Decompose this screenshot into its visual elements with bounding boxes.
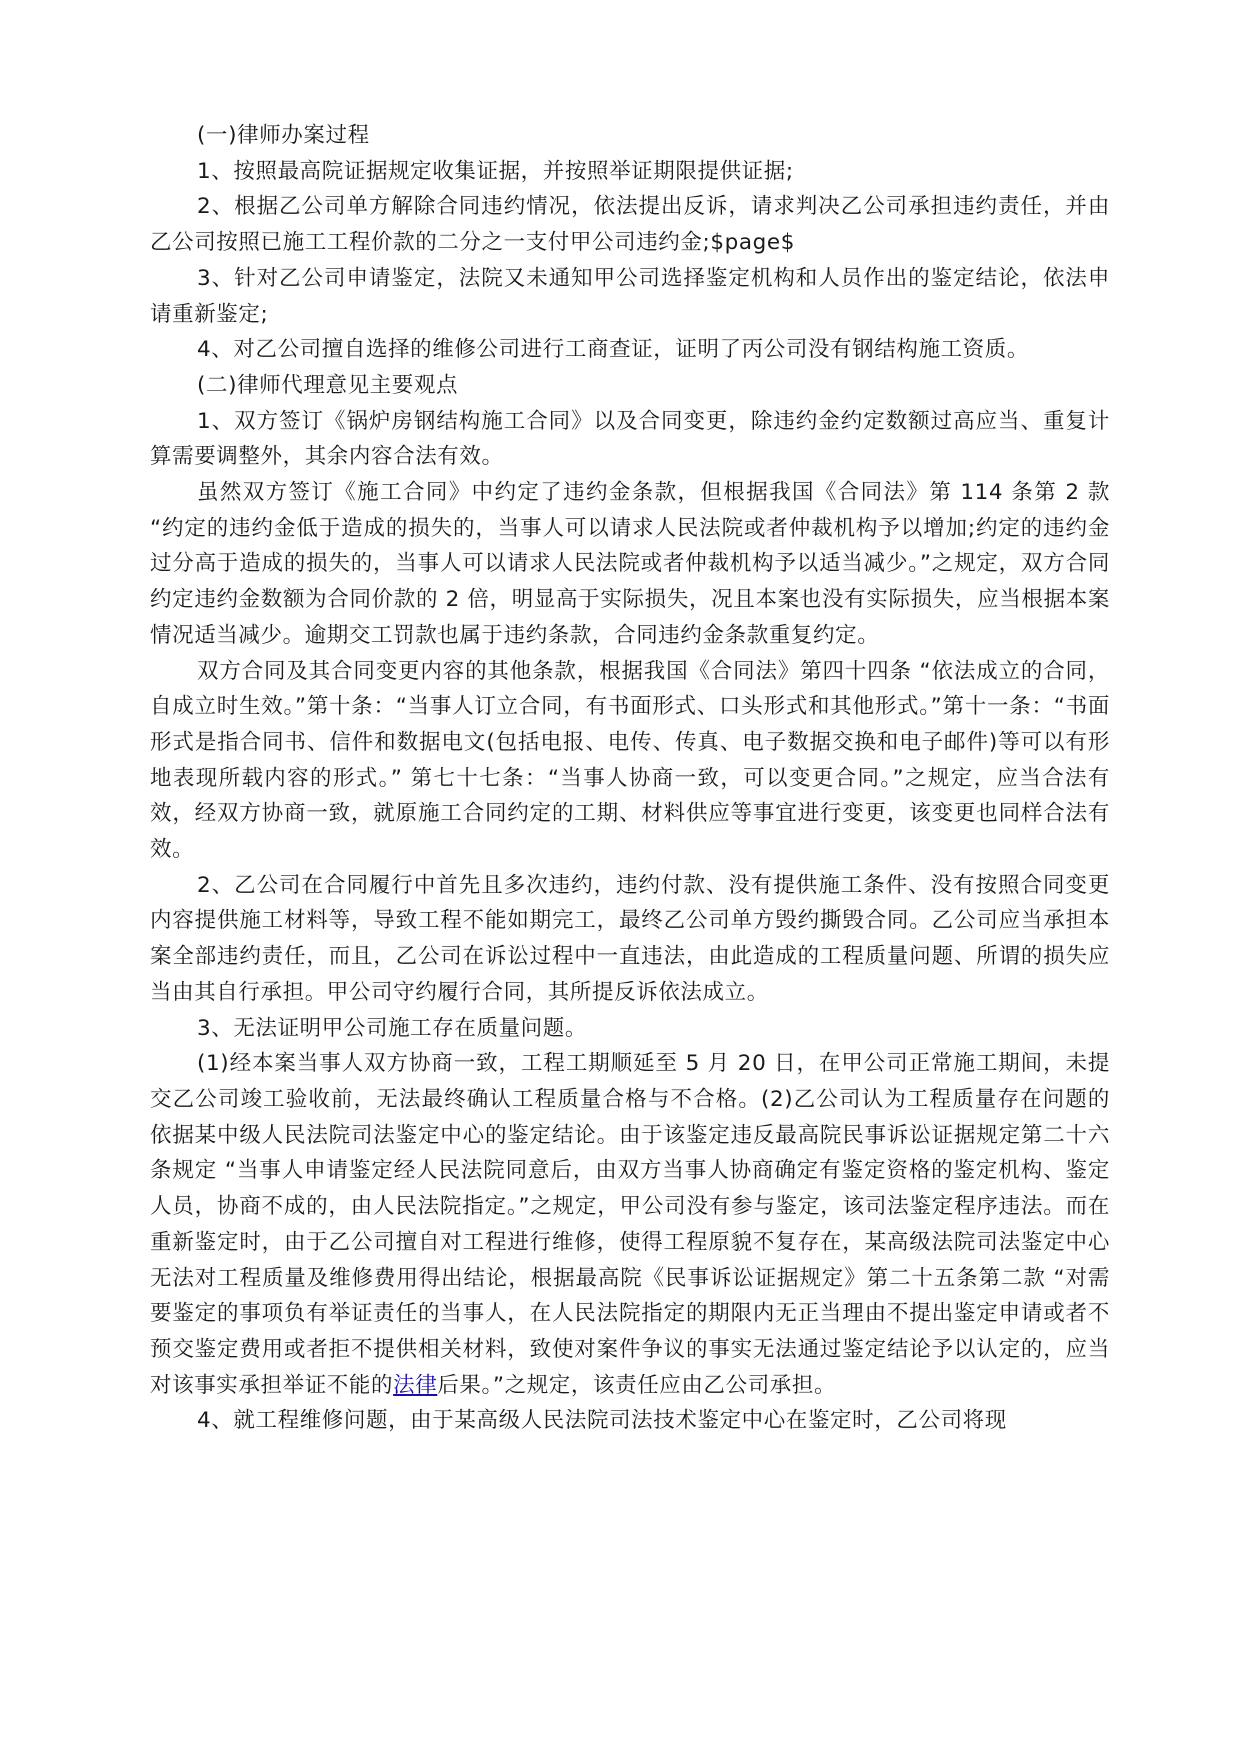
- paragraph-10-text-a: (1)经本案当事人双方协商一致，工程工期顺延至 5 月 20 日，在甲公司正常施工期间，未提交乙公司竣工验收前，无法最终确认工程质量合格与不合格。(2)乙公司认为工程质量存在问题的依据某中级人民法院司法鉴定中心的鉴定结论。由于该鉴定违反最高院民事诉讼证据规定第二十六条规定 “当事人申请鉴定经人民法院同意后，由双方当事人协商确定有鉴定资格的鉴定机构、鉴定人员，协商不成的，由人民法院指定。”之规定，甲公司没有参与鉴定，该司法鉴定程序违法。而在重新鉴定时，由于乙公司擅自对工程进行维修，使得工程原貌不复存在，某高级法院司法鉴定中心无法对工程质量及维修费用得出结论，根据最高院《民事诉讼证据规定》第二十五条第二款 “对需要鉴定的事项负有举证责任的当事人，在人民法院指定的期限内无正当理由不提出鉴定申请或者不预交鉴定费用或者拒不提供相关材料，致使对案件争议的事实无法通过鉴定结论予以认定的，应当对该事实承担举证不能的: [150, 1051, 1110, 1398]
- paragraph-7: 双方合同及其合同变更内容的其他条款，根据我国《合同法》第四十四条 “依法成立的合同，自成立时生效。”第十条：“当事人订立合同，有书面形式、口头形式和其他形式。”第十一条：“书面形式是指合同书、信件和数据电文(包括电报、电传、传真、电子数据交换和电子邮件)等可以有形地表现所载内容的形式。” 第七十七条：“当事人协商一致，可以变更合同。”之规定，应当合法有效，经双方协商一致，就原施工合同约定的工期、材料供应等事宜进行变更，该变更也同样合法有效。: [150, 658, 1110, 863]
- document-body: [150, 118, 1110, 1439]
- section-heading-1: (一)律师办案过程: [197, 123, 370, 148]
- paragraph-2: 2、根据乙公司单方解除合同违约情况，依法提出反诉，请求判决乙公司承担违约责任，并由乙公司按照已施工工程价款的二分之一支付甲公司违约金;$page$: [150, 194, 1110, 256]
- paragraph-10-text-b: 后果。”之规定，该责任应由乙公司承担。: [437, 1372, 837, 1398]
- paragraph-8: 2、乙公司在合同履行中首先且多次违约，违约付款、没有提供施工条件、没有按照合同变更内容提供施工材料等，导致工程不能如期完工，最终乙公司单方毁约撕毁合同。乙公司应当承担本案全部违约责任，而且，乙公司在诉讼过程中一直违法，由此造成的工程质量问题、所谓的损失应当由其自行承担。甲公司守约履行合同，其所提反诉依法成立。: [150, 872, 1110, 1005]
- paragraph-5: 1、双方签订《锅炉房钢结构施工合同》以及合同变更，除违约金约定数额过高应当、重复计算需要调整外，其余内容合法有效。: [150, 408, 1110, 470]
- paragraph-1: 1、按照最高院证据规定收集证据，并按照举证期限提供证据;: [197, 158, 794, 184]
- paragraph-11: 4、就工程维修问题，由于某高级人民法院司法技术鉴定中心在鉴定时，乙公司将现: [197, 1408, 1007, 1434]
- paragraph-6: 虽然双方签订《施工合同》中约定了违约金条款，但根据我国《合同法》第 114 条第 2 款 “约定的违约金低于造成的损失的，当事人可以请求人民法院或者仲裁机构予以增加;约定的违约金过分高于造成的损失的，当事人可以请求人民法院或者仲裁机构予以适当减少。”之规定，双方合同约定违约金数额为合同价款的 2 倍，明显高于实际损失，况且本案也没有实际损失，应当根据本案情况适当减少。逾期交工罚款也属于违约条款，合同违约金条款重复约定。: [150, 480, 1110, 648]
- paragraph-3: 3、针对乙公司申请鉴定，法院又未通知甲公司选择鉴定机构和人员作出的鉴定结论，依法申请重新鉴定;: [150, 265, 1110, 327]
- law-link[interactable]: 法律: [393, 1372, 438, 1398]
- section-heading-2: (二)律师代理意见主要观点: [197, 372, 459, 398]
- paragraph-10: [150, 1046, 1110, 1403]
- paragraph-4: 4、对乙公司擅自选择的维修公司进行工商查证，证明了丙公司没有钢结构施工资质。: [197, 337, 1029, 363]
- paragraph-9: 3、无法证明甲公司施工存在质量问题。: [197, 1015, 587, 1041]
